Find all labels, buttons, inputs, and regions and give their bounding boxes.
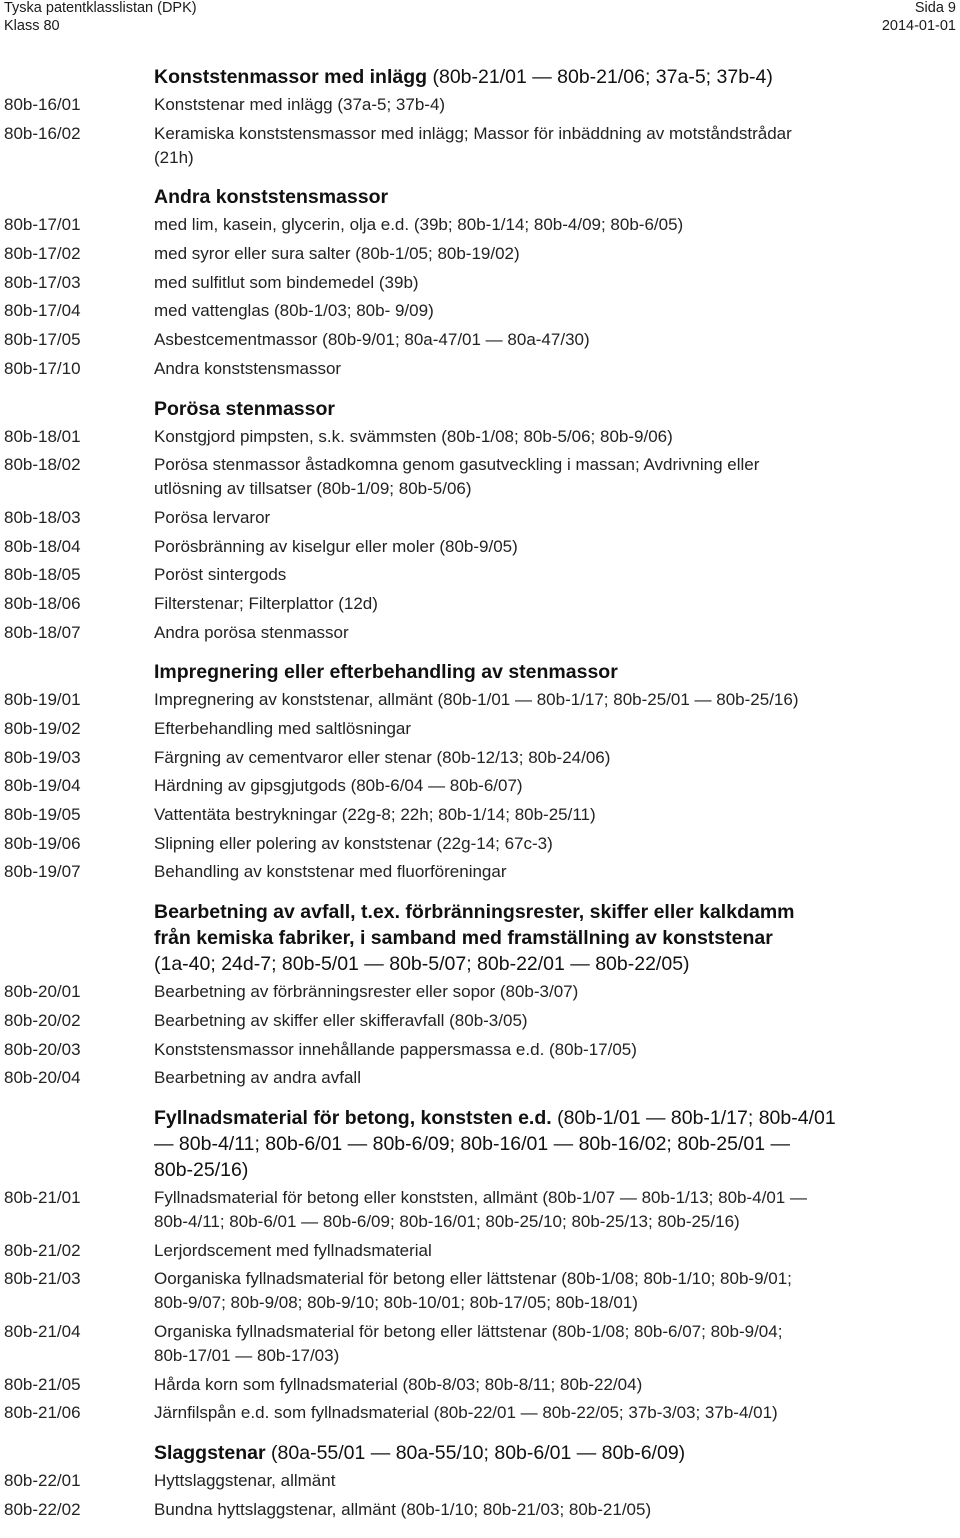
class-description: med lim, kasein, glycerin, olja e.d. (39b; 80b-1/14; 80b-4/09; 80b-6/05): [154, 215, 684, 235]
class-description: Bearbetning av andra avfall: [154, 1068, 361, 1088]
section-heading: [154, 396, 954, 425]
classification-row: [0, 563, 960, 592]
class-description: Bundna hyttslaggstenar, allmänt (80b-1/10; 80b-21/03; 80b-21/05): [154, 1499, 652, 1519]
document-title: Tyska patentklasslistan (DPK): [4, 0, 197, 16]
section-heading: [154, 899, 954, 980]
section-heading-references: (80b-21/01 — 80b-21/06; 37a-5; 37b-4): [427, 66, 773, 88]
document-date: 2014-01-01: [881, 18, 956, 34]
class-code: 80b-17/10: [4, 358, 81, 378]
class-code: 80b-18/05: [4, 565, 81, 585]
classification-row: [0, 832, 960, 861]
class-code: 80b-21/01: [4, 1187, 81, 1207]
classification-row: [0, 1066, 960, 1095]
classification-row: [0, 299, 960, 328]
classification-row: [0, 1469, 960, 1498]
class-description: Andra konststensmassor: [154, 358, 342, 378]
class-description: Slipning eller polering av konststenar (22g-14; 67c-3): [154, 833, 553, 853]
class-code: 80b-22/01: [4, 1471, 81, 1490]
class-code: 80b-18/06: [4, 593, 81, 613]
class-code: 80b-20/01: [4, 982, 81, 1002]
section: [0, 899, 960, 1095]
class-code: 80b-16/01: [4, 95, 81, 114]
classification-row: [0, 1498, 960, 1527]
class-description: Porösa stenmassor åstadkomna genom gasutveckling i massan; Avdrivning eller utlösning av tillsatser (80b-1/09; 80b-5/06): [154, 455, 760, 499]
class-code: 80b-17/01: [4, 215, 81, 235]
section-heading-references: (1a-40; 24d-7; 80b-5/01 — 80b-5/07; 80b-22/01 — 80b-22/05): [154, 953, 690, 976]
class-code: 80b-20/04: [4, 1068, 81, 1088]
classification-row: [0, 803, 960, 832]
section: [0, 1440, 960, 1526]
classification-row: [0, 271, 960, 300]
classification-row: [0, 453, 960, 506]
classification-row: [0, 717, 960, 746]
page-header: [0, 0, 960, 40]
class-code: 80b-17/02: [4, 244, 81, 264]
section-heading-references: (80b-1/01 — 80b-1/17; 80b-4/01 — 80b-4/11; 80b-6/01 — 80b-6/09; 80b-16/01 — 80b-16/02; 80b-25/01 — 80b-25/16): [154, 1106, 836, 1181]
class-description: med sulfitlut som bindemedel (39b): [154, 272, 419, 292]
classification-row: [0, 1186, 960, 1239]
class-description: med syror eller sura salter (80b-1/05; 80b-19/02): [154, 244, 520, 264]
section: [0, 184, 960, 385]
class-description: Poröst sintergods: [154, 565, 287, 585]
class-description: Asbestcementmassor (80b-9/01; 80a-47/01 — 80a-47/30): [154, 330, 590, 350]
class-description: Hyttslaggstenar, allmänt: [154, 1471, 336, 1490]
classification-row: [0, 213, 960, 242]
classification-row: [0, 621, 960, 650]
class-code: 80b-18/02: [4, 455, 81, 475]
class-description: Porösa lervaror: [154, 507, 271, 527]
class-description: Filterstenar; Filterplattor (12d): [154, 593, 378, 613]
section-heading-title: Slaggstenar: [154, 1442, 266, 1464]
classification-row: [0, 980, 960, 1009]
section-heading: [154, 64, 954, 93]
classification-row: [0, 592, 960, 621]
class-code: 80b-21/05: [4, 1374, 81, 1394]
classification-row: [0, 746, 960, 775]
class-code: 80b-20/02: [4, 1010, 81, 1030]
class-description: Bearbetning av förbränningsrester eller sopor (80b-3/07): [154, 982, 579, 1002]
class-code: 80b-19/02: [4, 719, 81, 738]
class-description: Konstgjord pimpsten, s.k. svämmsten (80b-1/08; 80b-5/06; 80b-9/06): [154, 426, 673, 446]
classification-row: [0, 425, 960, 454]
classification-row: [0, 1009, 960, 1038]
classification-row: [0, 1239, 960, 1268]
class-description: Härdning av gipsgjutgods (80b-6/04 — 80b-6/07): [154, 776, 523, 796]
classification-row: [0, 1320, 960, 1373]
page-number: Sida 9: [914, 0, 956, 16]
classification-row: [0, 774, 960, 803]
class-code: 80b-17/05: [4, 330, 81, 350]
section-heading-title: Impregnering eller efterbehandling av stenmassor: [154, 661, 618, 684]
class-code: 80b-19/01: [4, 690, 81, 710]
class-code: 80b-21/02: [4, 1240, 81, 1260]
class-code: 80b-18/01: [4, 426, 81, 446]
class-description: Efterbehandling med saltlösningar: [154, 719, 412, 738]
section-heading-title: Konststenmassor med inlägg: [154, 66, 428, 88]
section: [0, 1105, 960, 1430]
section-heading: [154, 184, 954, 213]
class-description: Fyllnadsmaterial för betong eller konststen, allmänt (80b-1/07 — 80b-1/13; 80b-4/01 — 80b-4/11; 80b-6/01 — 80b-6/09; 80b-16/01; 80b-25/10; 80b-25/13; 80b-25/16): [154, 1187, 807, 1231]
class-code: 80b-20/03: [4, 1039, 81, 1059]
section-heading: [154, 659, 954, 688]
class-code: 80b-21/04: [4, 1321, 81, 1341]
class-description: Konststenar med inlägg (37a-5; 37b-4): [154, 95, 446, 114]
class-description: Färgning av cementvaror eller stenar (80b-12/13; 80b-24/06): [154, 747, 611, 767]
class-description: Konststensmassor innehållande pappersmassa e.d. (80b-17/05): [154, 1039, 637, 1059]
class-description: Bearbetning av skiffer eller skifferavfall (80b-3/05): [154, 1010, 528, 1030]
class-code: 80b-21/03: [4, 1269, 81, 1289]
class-code: 80b-17/04: [4, 301, 81, 321]
class-description: Hårda korn som fyllnadsmaterial (80b-8/03; 80b-8/11; 80b-22/04): [154, 1374, 643, 1394]
classification-row: [0, 1401, 960, 1430]
class-code: 80b-19/04: [4, 776, 81, 796]
section-heading-title: Porösa stenmassor: [154, 397, 335, 420]
classification-list: [0, 64, 960, 1526]
classification-row: [0, 1373, 960, 1402]
classification-row: [0, 535, 960, 564]
section-heading: [154, 1105, 954, 1186]
class-code: 80b-21/06: [4, 1403, 81, 1423]
class-description: Järnfilspån e.d. som fyllnadsmaterial (80b-22/01 — 80b-22/05; 37b-3/03; 37b-4/01): [154, 1403, 778, 1423]
section-heading-title: Fyllnadsmaterial för betong, konststen e.d.: [154, 1106, 552, 1129]
class-code: 80b-19/03: [4, 747, 81, 767]
class-description: Organiska fyllnadsmaterial för betong eller lättstenar (80b-1/08; 80b-6/07; 80b-9/04; 80b-17/01 — 80b-17/03): [154, 1321, 783, 1365]
section-heading-references: (80a-55/01 — 80a-55/10; 80b-6/01 — 80b-6/09): [265, 1442, 686, 1464]
section: [0, 659, 960, 889]
classification-row: [0, 242, 960, 271]
classification-row: [0, 860, 960, 889]
class-code: 80b-18/04: [4, 536, 81, 556]
classification-row: [0, 93, 960, 122]
class-code: 80b-18/07: [4, 622, 81, 642]
class-code: 80b-19/06: [4, 833, 81, 853]
section: [0, 396, 960, 650]
class-description: Vattentäta bestrykningar (22g-8; 22h; 80b-1/14; 80b-25/11): [154, 805, 596, 825]
class-label: Klass 80: [4, 18, 60, 34]
class-code: 80b-19/05: [4, 805, 81, 825]
section-heading-title: Andra konststensmassor: [154, 186, 389, 209]
section-heading: [154, 1440, 954, 1469]
class-code: 80b-22/02: [4, 1499, 81, 1519]
class-description: med vattenglas (80b-1/03; 80b- 9/09): [154, 301, 434, 321]
classification-row: [0, 357, 960, 386]
classification-row: [0, 1267, 960, 1320]
classification-row: [0, 688, 960, 717]
classification-row: [0, 506, 960, 535]
class-description: Impregnering av konststenar, allmänt (80b-1/01 — 80b-1/17; 80b-25/01 — 80b-25/16): [154, 690, 799, 710]
class-code: 80b-18/03: [4, 507, 81, 527]
classification-row: [0, 1038, 960, 1067]
class-description: Porösbränning av kiselgur eller moler (80b-9/05): [154, 536, 518, 556]
class-description: Oorganiska fyllnadsmaterial för betong eller lättstenar (80b-1/08; 80b-1/10; 80b-9/01; 80b-9/07; 80b-9/08; 80b-9/10; 80b-10/01; 80b-17/05; 80b-18/01): [154, 1269, 792, 1313]
section-heading-title: Bearbetning av avfall, t.ex. förbränningsrester, skiffer eller kalkdamm från kemiska fabriker, i samband med framställning av konststenar: [154, 901, 795, 950]
class-code: 80b-16/02: [4, 123, 81, 143]
class-code: 80b-19/07: [4, 862, 81, 882]
class-description: Keramiska konststensmassor med inlägg; Massor för inbäddning av motståndstrådar (21h): [154, 123, 792, 167]
class-code: 80b-17/03: [4, 272, 81, 292]
section: [0, 64, 960, 174]
class-description: Behandling av konststenar med fluorföreningar: [154, 862, 507, 882]
class-description: Lerjordscement med fyllnadsmaterial: [154, 1240, 432, 1260]
classification-row: [0, 122, 960, 175]
class-description: Andra porösa stenmassor: [154, 622, 349, 642]
classification-row: [0, 328, 960, 357]
